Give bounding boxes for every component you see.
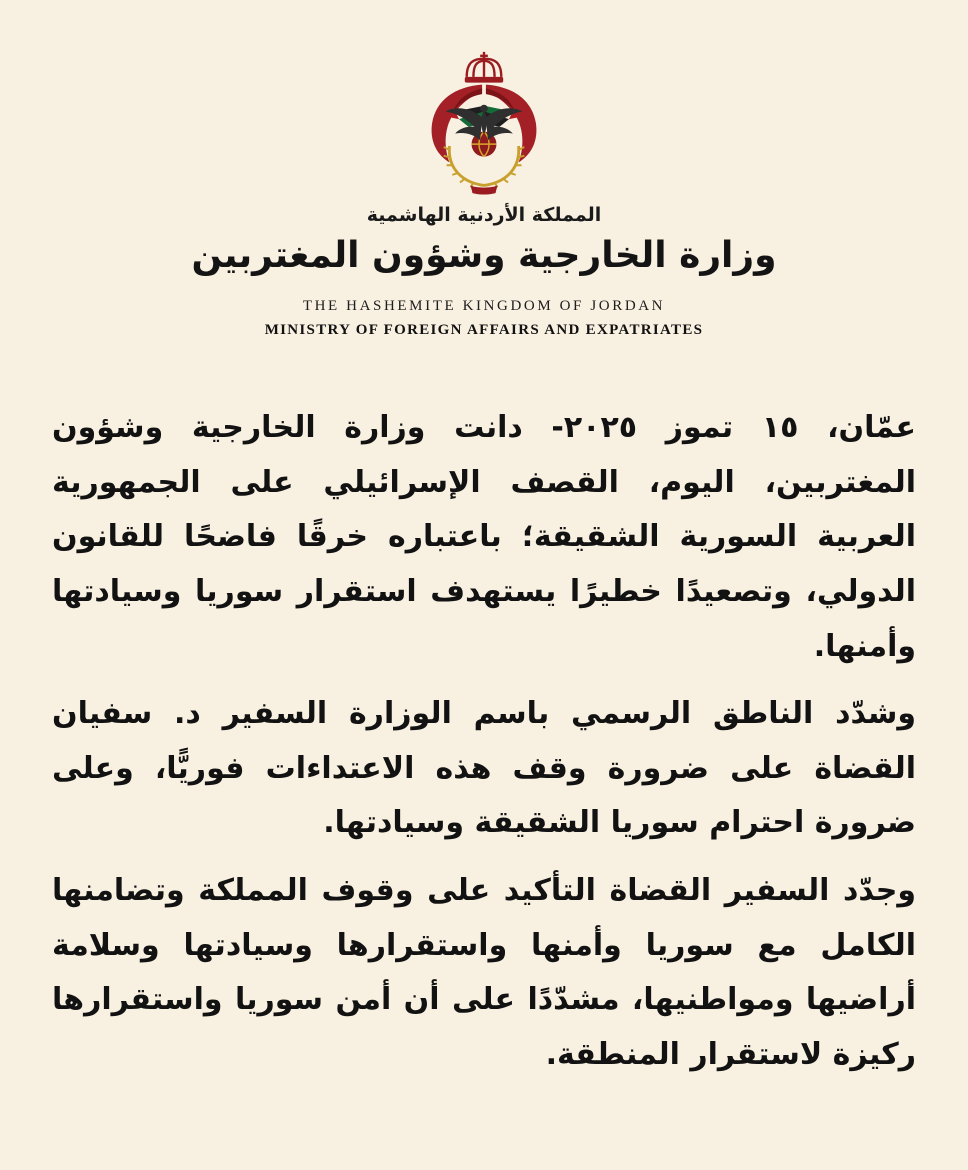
ministry-name-arabic-calligraphy: وزارة الخارجية وشؤون المغتربين <box>191 235 777 276</box>
statement-paragraph: وشدّد الناطق الرسمي باسم الوزارة السفير د. سفيان القضاة على ضرورة وقف هذه الاعتداءات فوريًّا، وعلى ضرورة احترام سوريا الشقيقة وسيادتها. <box>52 696 916 841</box>
letterhead <box>192 50 777 339</box>
statement-body <box>0 401 968 1095</box>
statement-paragraph: عمّان، ١٥ تموز ٢٠٢٥- دانت وزارة الخارجية وشؤون المغتربين، اليوم، القصف الإسرائيلي على الجمهورية العربية السورية الشقيقة؛ باعتباره خرقًا فاضحًا للقانون الدولي، وتصعيدًا خطيرًا يستهدف استقرار سوريا وسيادتها وأمنها. <box>52 410 916 664</box>
statement-paragraph: وجدّد السفير القضاة التأكيد على وقوف المملكة وتضامنها الكامل مع سوريا وأمنها واستقرارها وسيادتها وسلامة أراضيها ومواطنيها، مشدّدًا على أن أمن سوريا واستقرارها ركيزة لاستقرار المنطقة. <box>52 872 916 1072</box>
jordan-coat-of-arms-icon <box>416 50 552 196</box>
kingdom-name-arabic: المملكة الأردنية الهاشمية <box>366 204 602 226</box>
kingdom-name-english: THE HASHEMITE KINGDOM OF JORDAN <box>302 298 666 315</box>
ministry-name-english: MINISTRY OF FOREIGN AFFAIRS AND EXPATRIATES <box>264 322 704 339</box>
